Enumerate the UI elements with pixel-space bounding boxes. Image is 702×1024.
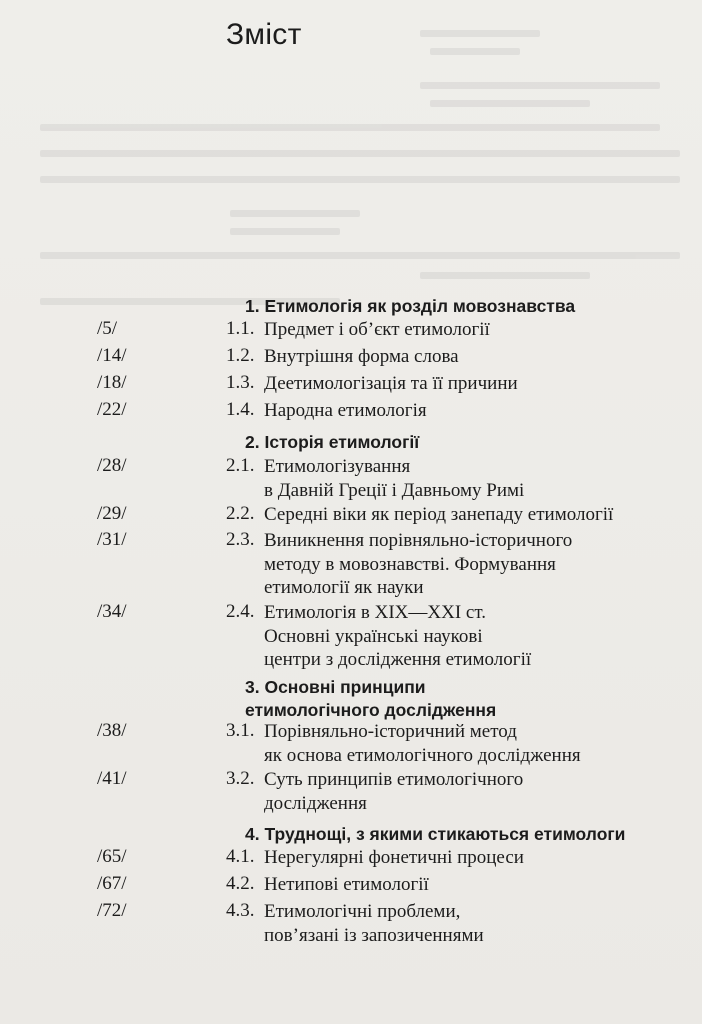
- entry-number: 4.1.: [226, 846, 255, 867]
- entry-number: 1.3.: [226, 372, 255, 393]
- section-heading-3: 3. Основні принципи етимологічного дослідження: [245, 677, 497, 720]
- bleed-through-text: [0, 0, 702, 320]
- entry-page-number: /38/: [97, 720, 127, 741]
- entry-title: Предмет і об’єкт етимології: [264, 319, 490, 340]
- entry-page-number: /22/: [97, 399, 127, 420]
- section-heading-1: 1. Етимологія як розділ мовознавства: [245, 296, 576, 316]
- entry-title: Деетимологізація та її причини: [264, 373, 518, 394]
- entry-title: Суть принципів етимологічного дослідження: [264, 769, 524, 814]
- entry-page-number: /28/: [97, 455, 127, 476]
- entry-page-number: /14/: [97, 345, 127, 366]
- entry-page-number: /67/: [97, 873, 127, 894]
- entry-page-number: /34/: [97, 601, 127, 622]
- entry-title: Етимологія в XIX—XXI ст. Основні українські наукові центри з дослідження етимології: [264, 602, 532, 670]
- entry-title: Нерегулярні фонетичні процеси: [264, 847, 524, 868]
- section-heading-4: 4. Труднощі, з якими стикаються етимологи: [245, 824, 626, 844]
- entry-title: Середні віки як період занепаду етимології: [264, 504, 614, 525]
- entry-number: 2.1.: [226, 455, 255, 476]
- entry-number: 4.2.: [226, 873, 255, 894]
- entry-title: Внутрішня форма слова: [264, 346, 459, 367]
- page-title: Зміст: [226, 18, 302, 51]
- entry-page-number: /72/: [97, 900, 127, 921]
- entry-title: Порівняльно-історичний метод як основа етимологічного дослідження: [264, 721, 581, 766]
- entry-number: 2.3.: [226, 529, 255, 550]
- entry-page-number: /18/: [97, 372, 127, 393]
- entry-number: 1.4.: [226, 399, 255, 420]
- entry-title: Нетипові етимології: [264, 874, 429, 895]
- entry-title: Етимологізування в Давній Греції і Давньому Римі: [264, 456, 525, 501]
- entry-title: Етимологічні проблеми, пов’язані із запозиченнями: [264, 901, 484, 946]
- entry-number: 3.2.: [226, 768, 255, 789]
- entry-page-number: /41/: [97, 768, 127, 789]
- section-heading-2: 2. Історія етимології: [245, 432, 420, 452]
- entry-number: 4.3.: [226, 900, 255, 921]
- entry-page-number: /65/: [97, 846, 127, 867]
- entry-page-number: /29/: [97, 503, 127, 524]
- entry-number: 1.1.: [226, 318, 255, 339]
- entry-number: 3.1.: [226, 720, 255, 741]
- entry-page-number: /31/: [97, 529, 127, 550]
- entry-number: 1.2.: [226, 345, 255, 366]
- entry-number: 2.4.: [226, 601, 255, 622]
- entry-number: 2.2.: [226, 503, 255, 524]
- entry-page-number: /5/: [97, 318, 118, 339]
- entry-title: Народна етимологія: [264, 400, 427, 421]
- entry-title: Виникнення порівняльно-історичного методу в мовознавстві. Формування етимології як науки: [264, 530, 573, 598]
